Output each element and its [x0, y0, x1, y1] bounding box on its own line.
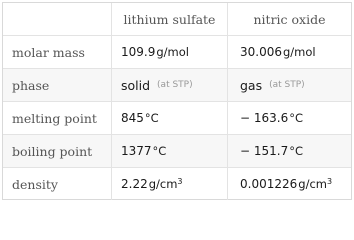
table-row-phase	[3, 68, 351, 101]
phase-qualifier: (at STP)	[157, 80, 193, 90]
row-label: melting point	[12, 110, 97, 126]
column-header-cell	[111, 3, 227, 35]
row-label-cell	[3, 69, 111, 101]
value-unit	[298, 177, 332, 191]
table-row-molar-mass	[3, 35, 351, 68]
value-unit-base: g/cm	[148, 177, 178, 191]
value-unit: g/mol	[156, 45, 189, 59]
table-row-density	[3, 167, 351, 200]
value-number: 30.006	[240, 45, 282, 59]
value-cell	[111, 135, 227, 167]
value-number: 2.22	[121, 177, 148, 191]
row-label-cell	[3, 36, 111, 68]
row-label-cell	[3, 135, 111, 167]
value-cell	[111, 168, 227, 200]
row-label: density	[12, 176, 58, 192]
table-header-row	[3, 3, 351, 35]
value-cell	[227, 135, 351, 167]
value-cell	[227, 102, 351, 134]
value-cell	[111, 102, 227, 134]
value-unit: °C	[289, 111, 304, 125]
value-number: 109.9	[121, 45, 156, 59]
value-cell	[111, 36, 227, 68]
table-row-boiling-point	[3, 134, 351, 167]
value-number: 0.001226	[240, 177, 298, 191]
row-label-cell	[3, 102, 111, 134]
row-label: molar mass	[12, 44, 85, 60]
value-cell	[227, 69, 351, 101]
value-number: 1377	[121, 144, 152, 158]
phase-value: gas	[240, 77, 263, 93]
value-unit: °C	[152, 144, 167, 158]
value-unit: g/mol	[283, 45, 316, 59]
value-unit: °C	[289, 144, 304, 158]
value-cell	[227, 168, 351, 200]
value-number: 845	[121, 111, 144, 125]
column-header-lithium-sulfate: lithium sulfate	[123, 11, 216, 27]
value-unit-exponent: 3	[326, 177, 333, 186]
value-unit-exponent: 3	[177, 177, 183, 186]
value-unit-base: g/cm	[298, 177, 327, 191]
phase-value: solid	[121, 77, 151, 93]
value-unit: °C	[144, 111, 159, 125]
column-header-nitric-oxide: nitric oxide	[253, 11, 326, 27]
value-unit	[149, 177, 183, 191]
value-number: − 163.6	[240, 111, 289, 125]
value-number: − 151.7	[240, 144, 289, 158]
row-label: boiling point	[12, 143, 93, 159]
header-corner-cell	[3, 3, 111, 35]
row-label: phase	[12, 77, 50, 93]
comparison-table	[2, 2, 352, 200]
value-cell	[111, 69, 227, 101]
value-cell	[227, 36, 351, 68]
table-row-melting-point	[3, 101, 351, 134]
row-label-cell	[3, 168, 111, 200]
column-header-cell	[227, 3, 351, 35]
phase-qualifier: (at STP)	[269, 80, 305, 90]
